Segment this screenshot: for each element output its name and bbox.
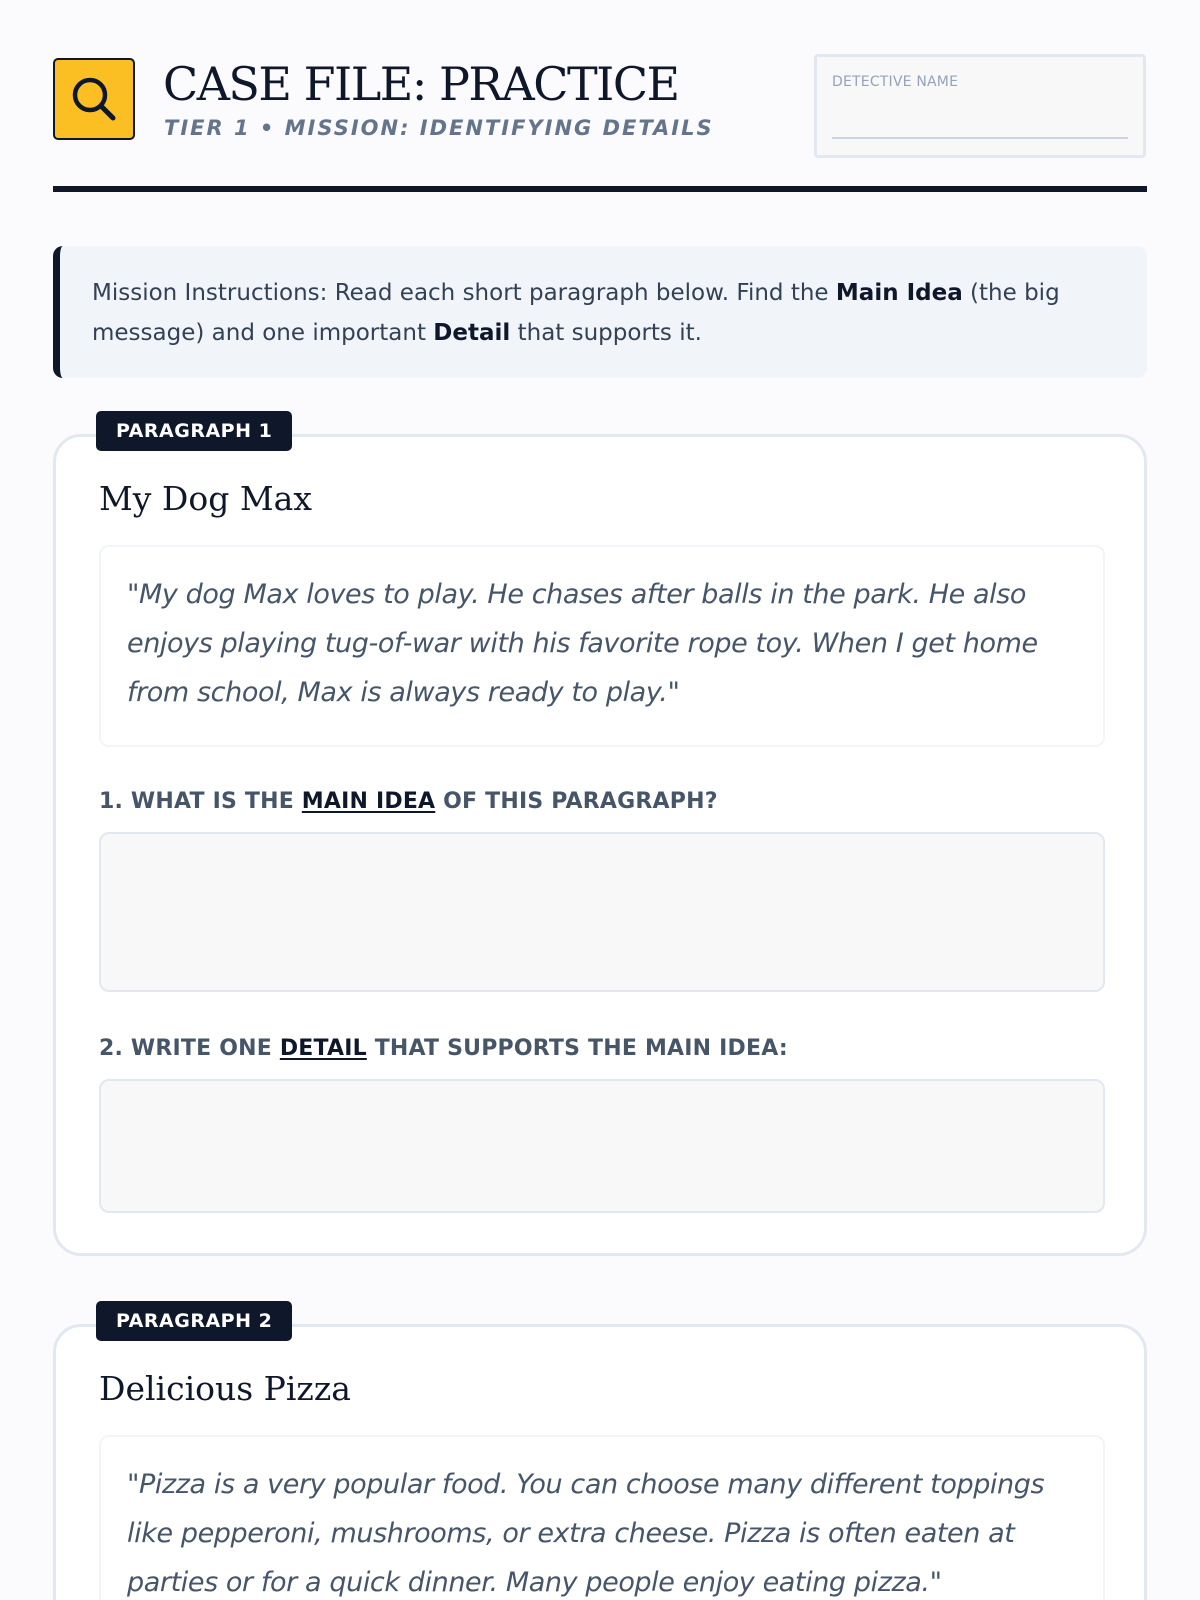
paragraph-card	[53, 420, 1147, 1256]
paragraph-tag: PARAGRAPH 1	[96, 411, 292, 451]
magnifying-glass-icon	[69, 74, 119, 124]
logo-badge	[53, 58, 135, 140]
question-key-term: DETAIL	[279, 1036, 367, 1061]
instructions-text: (the big message) and one important	[92, 280, 1060, 346]
question-key-term: MAIN IDEA	[301, 789, 436, 814]
paragraph-passage: "Pizza is a very popular food. You can choose many different toppings like pepperoni, mushrooms, or extra cheese. Pizza is often eaten at parties or for a quick dinner. Many people enjoy eating pizza."	[99, 1435, 1105, 1600]
paragraph-title: My Dog Max	[99, 479, 312, 518]
mission-instructions	[53, 246, 1147, 378]
detective-name-box	[814, 54, 1146, 158]
header-divider	[53, 186, 1147, 192]
instructions-text: Mission Instructions: Read each short paragraph below. Find the	[92, 280, 836, 306]
page-title: CASE FILE: PRACTICE	[163, 57, 679, 111]
paragraph-title: Delicious Pizza	[99, 1369, 351, 1408]
question-text: 1. WHAT IS THE	[99, 789, 302, 814]
detail-answer[interactable]	[99, 1079, 1105, 1213]
paragraph-tag: PARAGRAPH 2	[96, 1301, 292, 1341]
main-idea-term: Main Idea	[835, 280, 963, 306]
paragraph-card	[53, 1310, 1147, 1600]
question-text: OF THIS PARAGRAPH?	[435, 789, 718, 814]
instructions-text: that supports it.	[510, 320, 702, 346]
detail-question	[99, 1036, 788, 1061]
detective-name-input[interactable]	[832, 99, 1128, 139]
main-idea-question	[99, 789, 718, 814]
detective-name-label: DETECTIVE NAME	[832, 74, 959, 90]
main-idea-answer[interactable]	[99, 832, 1105, 992]
question-text: 2. WRITE ONE	[99, 1036, 280, 1061]
paragraph-passage: "My dog Max loves to play. He chases after balls in the park. He also enjoys playing tug-of-war with his favorite rope toy. When I get home from school, Max is always ready to play."	[99, 545, 1105, 747]
page-subtitle: TIER 1 • MISSION: IDENTIFYING DETAILS	[164, 116, 714, 140]
detail-term: Detail	[433, 320, 511, 346]
question-text: THAT SUPPORTS THE MAIN IDEA:	[366, 1036, 788, 1061]
